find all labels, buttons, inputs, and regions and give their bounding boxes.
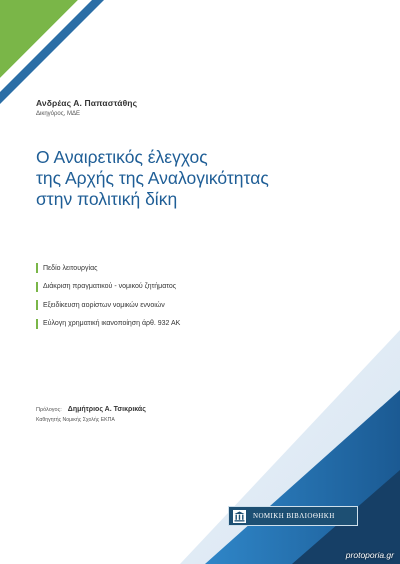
topic-item — [36, 262, 180, 274]
publisher-logo — [228, 506, 358, 526]
topic-item — [36, 299, 180, 311]
preface-block — [36, 406, 146, 423]
topic-text: Διάκριση πραγματικού - νομικού ζητήματος — [43, 283, 177, 290]
preface-author-role: Καθηγητής Νομικής Σχολής ΕΚΠΑ — [36, 417, 115, 423]
green-bar-marker — [36, 300, 38, 310]
topic-text: Πεδίο λειτουργίας — [43, 264, 98, 272]
green-bar-marker — [36, 263, 38, 273]
author-role: Δικηγόρος, ΜΔΕ — [36, 111, 80, 117]
topic-text: Εύλογη χρηματική ικανοποίηση άρθ. 932 ΑΚ — [43, 320, 181, 327]
book-title — [36, 147, 376, 210]
preface-author: Δημήτριος Α. Τσικρικάς — [67, 406, 146, 413]
title-line: Ο Αναιρετικός έλεγχος — [36, 147, 208, 167]
author-block — [36, 98, 137, 117]
publisher-name: ΝΟΜΙΚΗ ΒΙΒΛΙΟΘΗΚΗ — [253, 512, 335, 520]
green-bar-marker — [36, 319, 38, 329]
topic-item — [36, 281, 180, 293]
preface-label: Πρόλογος: — [36, 407, 62, 413]
green-bar-marker — [36, 282, 38, 292]
author-name: Ανδρέας Α. Παπαστάθης — [36, 98, 138, 108]
title-line: στην πολιτική δίκη — [36, 189, 178, 209]
watermark: protoporia.gr — [345, 550, 394, 560]
columns-building-icon — [233, 510, 246, 523]
topic-text: Εξειδίκευση αορίστων νομικών εννοιών — [43, 301, 165, 309]
topic-list — [36, 262, 180, 336]
title-line: της Αρχής της Αναλογικότητας — [36, 168, 269, 188]
topic-item — [36, 318, 180, 330]
